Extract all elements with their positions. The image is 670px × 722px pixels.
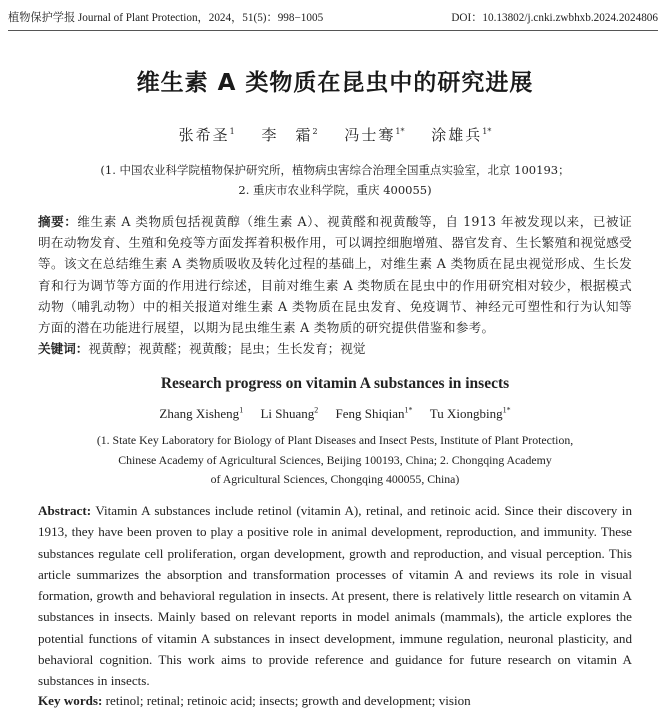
chinese-author: 张希圣$^1$ — [178, 126, 235, 144]
english-author: Tu Xiongbing$^{1*}$ — [429, 406, 511, 422]
english-abstract — [38, 500, 632, 692]
chinese-author: 李 霜$^2$ — [261, 126, 318, 144]
chinese-title: 维生素 A 类物质在昆虫中的研究进展 — [136, 70, 534, 96]
journal-citation: 植物保护学报 Journal of Plant Protection，2024，51(5)：998−1005 — [8, 12, 324, 24]
english-affiliations — [0, 431, 670, 490]
chinese-keywords-text: 视黄醇；视黄醛；视黄酸；昆虫；生长发育；视觉 — [88, 341, 366, 356]
chinese-abstract-text: 维生素 A 类物质包括视黄醇（维生素 A）、视黄醛和视黄酸等，自 1913 年被发现以来，已被证明在动物发育、生殖和免疫等方面发挥着积极作用，可以调控细胞增殖、器官发育、生长繁殖和视觉感受等。该文在总结维生素 A 类物质吸收及转化过程的基础上，对维生素 A 类物质在昆虫视觉形成、生长发育和行为调节等方面的作用进行综述，目前对维生素 A 类物质在昆虫中的作用研究相对较少，根据模式动物（哺乳动物）中的相关报道对维生素 A 类物质在昆虫发育、免疫调节、神经元可塑性和行为认知等方面的潜在功能进行展望，以期为昆虫维生素 A 类物质的研究提供借鉴和参考。 — [38, 214, 632, 336]
english-affiliation-line: of Agricultural Sciences, Chongqing 400055, China) — [210, 472, 460, 486]
header-divider — [8, 30, 658, 31]
chinese-affiliation-line: (1. 中国农业科学院植物保护研究所，植物病虫害综合治理全国重点实验室，北京 100193； — [100, 163, 570, 177]
english-author: Zhang Xisheng$^1$ — [159, 406, 244, 422]
english-keywords — [38, 691, 632, 711]
english-abstract-label: Abstract: — [38, 503, 92, 518]
chinese-author: 冯士骞$^{1*}$ — [344, 126, 405, 144]
english-author: Feng Shiqian$^{1*}$ — [335, 406, 413, 422]
running-header — [8, 6, 658, 28]
chinese-authors — [0, 124, 670, 145]
english-authors — [0, 406, 670, 422]
english-title: Research progress on vitamin A substances in insects — [160, 375, 510, 392]
chinese-author: 涂雄兵$^{1*}$ — [431, 126, 492, 144]
english-affiliation-line: (1. State Key Laboratory for Biology of Plant Diseases and Insect Pests, Institute of Plant Protection, — [96, 433, 574, 447]
english-affiliation-line: Chinese Academy of Agricultural Sciences, Beijing 100193, China; 2. Chongqing Academy — [118, 452, 552, 467]
chinese-affiliations — [0, 160, 670, 200]
chinese-affiliation-line: 2. 重庆市农业科学院，重庆 400055) — [238, 183, 432, 197]
chinese-keywords-label: 关键词： — [38, 341, 89, 356]
chinese-keywords — [38, 339, 632, 359]
english-abstract-text: Vitamin A substances include retinol (vitamin A), retinal, and retinoic acid. Since their discovery in 1913, they have been proven to play a positive role in animal development, reproduction, and immunity. These substances regulate cell proliferation, organ development, growth and reproduction, and visual perception. This article summarizes the absorption and transformation processes of vitamin A and reviews its role in visual formation, growth and behavioral regulation in insects. At present, there is relatively little research on vitamin A substances in insects. Mainly based on relevant reports in model animals (mammals), the article explores the potential functions of vitamin A substances in insect development, immune regulation, neuronal plasticity, and behavioral cognition. This work aims to provide reference and guidance for future research on vitamin A substances in insects. — [38, 503, 632, 689]
chinese-abstract — [38, 211, 632, 338]
english-keywords-text: retinol; retinal; retinoic acid; insects; growth and development; vision — [105, 693, 471, 708]
chinese-abstract-label: 摘要： — [38, 214, 78, 229]
doi-text: DOI：10.13802/j.cnki.zwbhxb.2024.2024806 — [451, 12, 658, 24]
english-author: Li Shuang$^2$ — [260, 406, 319, 422]
english-keywords-label: Key words: — [38, 693, 103, 708]
